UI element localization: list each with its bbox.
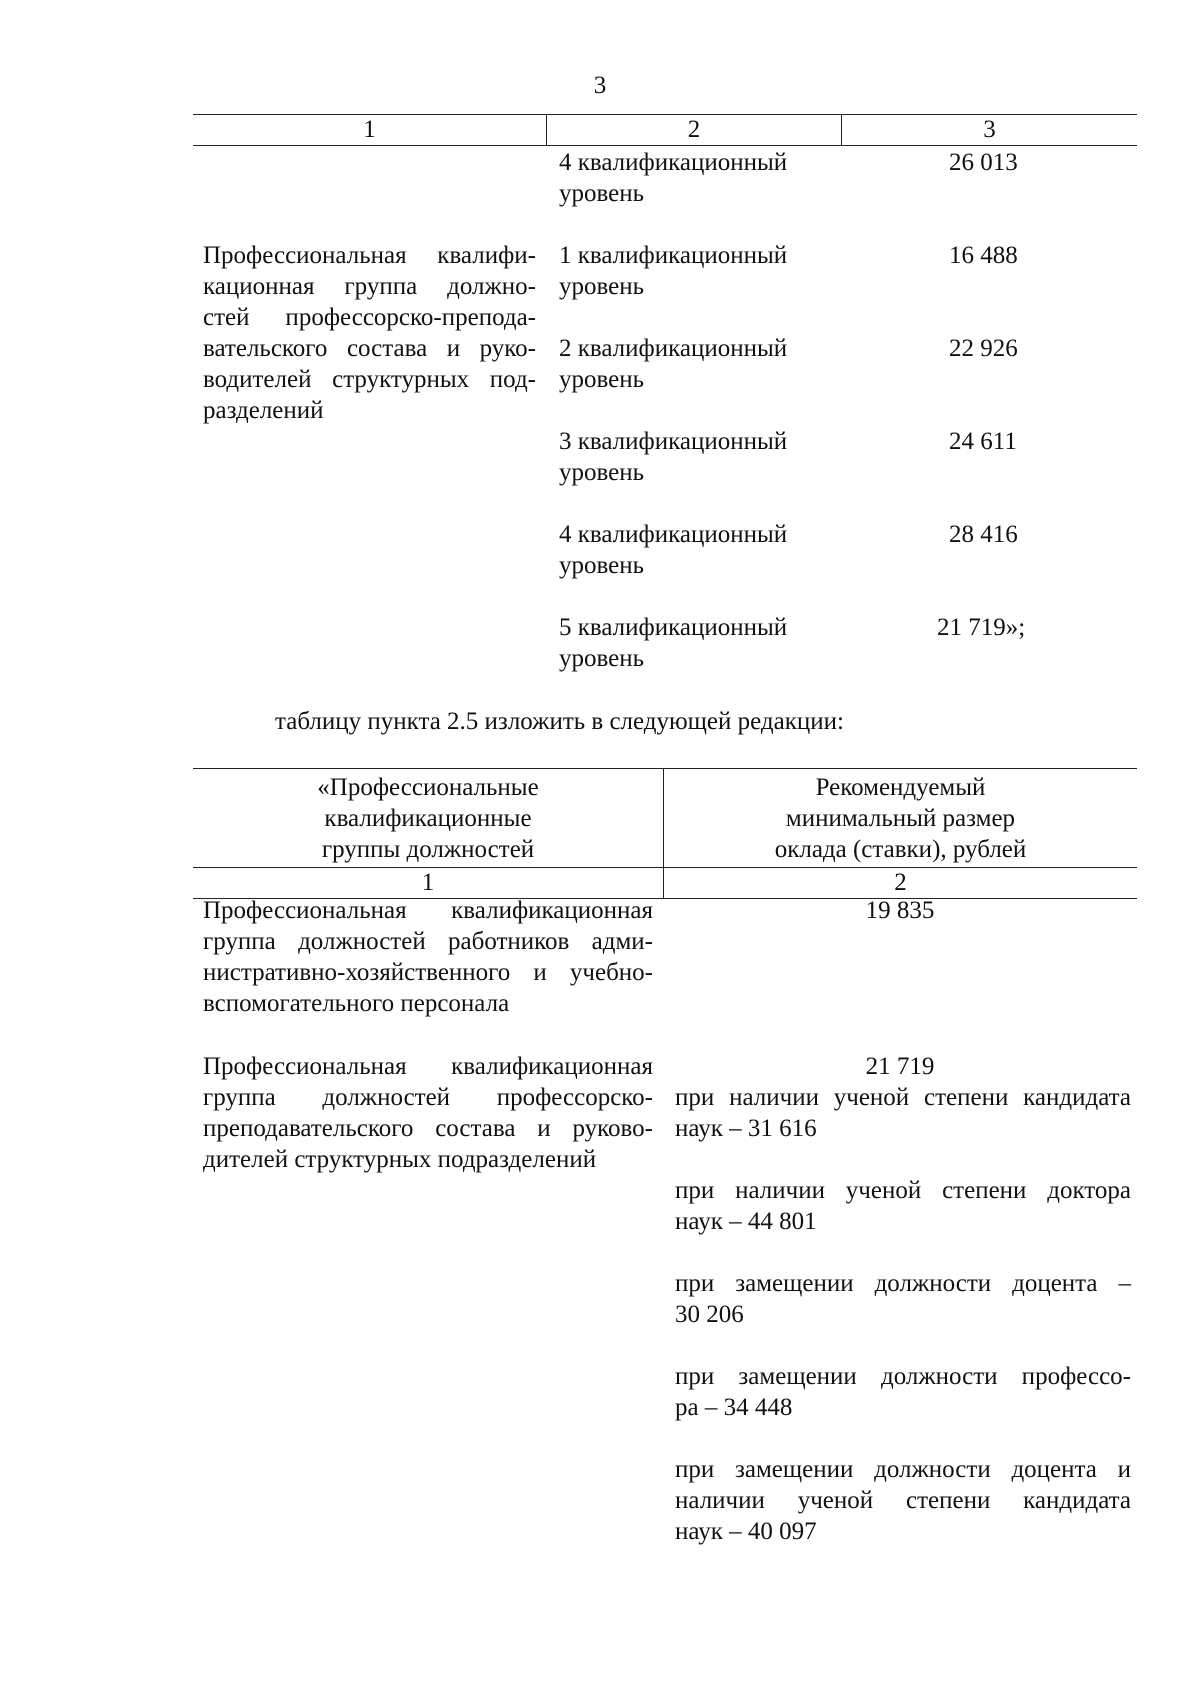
column-number-1: 1 bbox=[193, 115, 547, 145]
salary-note: при замещении должности доцента – 30 206 bbox=[675, 1270, 1131, 1328]
salary-value: 24 611 bbox=[949, 428, 1017, 455]
salary-note: при замещении должности доцента и наличии ученой степени кандидата наук – 40 097 bbox=[675, 1456, 1131, 1545]
group-description: Профессиональная квалифи- кационная группа должно- стей профессорско-препода- вательского состава и руко- водителей структурных под- разделений bbox=[203, 242, 536, 424]
salary-value: 28 416 bbox=[949, 521, 1018, 548]
qualification-level: 5 квалификационный уровень bbox=[559, 614, 788, 672]
qualification-level: 1 квалификационный уровень bbox=[559, 242, 788, 300]
salary-value: 21 719 bbox=[865, 1053, 935, 1080]
table-column-numbers bbox=[193, 114, 1137, 146]
qualification-level: 4 квалификационный уровень bbox=[559, 149, 788, 207]
table-header bbox=[193, 768, 1137, 867]
salary-value: 26 013 bbox=[949, 149, 1018, 176]
column-number-2: 2 bbox=[894, 869, 907, 896]
column-number-3: 3 bbox=[983, 116, 996, 143]
qualification-level: 3 квалификационный уровень bbox=[559, 428, 788, 486]
salary-value: 22 926 bbox=[949, 335, 1018, 362]
page-number: 3 bbox=[593, 72, 607, 99]
qualification-level: 4 квалификационный уровень bbox=[559, 521, 788, 579]
column-number-1: 1 bbox=[193, 868, 664, 898]
group-name-professors: Профессиональная квалификационная группа должностей профессорско- преподавательского состава и руково- дителей структурных подразделений bbox=[203, 1053, 653, 1173]
salary-value: 16 488 bbox=[949, 242, 1018, 269]
qualification-level: 2 квалификационный уровень bbox=[559, 335, 788, 393]
header-recommended-salary: Рекомендуемый минимальный размер оклада (ставки), рублей bbox=[774, 774, 1027, 863]
qualification-table-continuation bbox=[193, 114, 1137, 672]
intro-paragraph: таблицу пункта 2.5 изложить в следующей редакции: bbox=[275, 708, 844, 735]
group-name-admin: Профессиональная квалификационная группа должностей работников адми- нистративно-хозяйственного и учебно- вспомогательного персонала bbox=[203, 897, 653, 1017]
salary-value: 19 835 bbox=[865, 897, 935, 924]
salary-note: при наличии ученой степени кандидата наук – 31 616 bbox=[675, 1084, 1131, 1142]
salary-table bbox=[193, 768, 1137, 1545]
salary-note: при наличии ученой степени доктора наук – 44 801 bbox=[675, 1177, 1131, 1235]
salary-note: при замещении должности профессо- ра – 34 448 bbox=[675, 1363, 1131, 1421]
column-number-2: 2 bbox=[547, 115, 842, 145]
header-professional-groups: «Профессиональные квалификационные группы должностей bbox=[193, 769, 664, 867]
salary-value: 21 719»; bbox=[937, 614, 1026, 641]
